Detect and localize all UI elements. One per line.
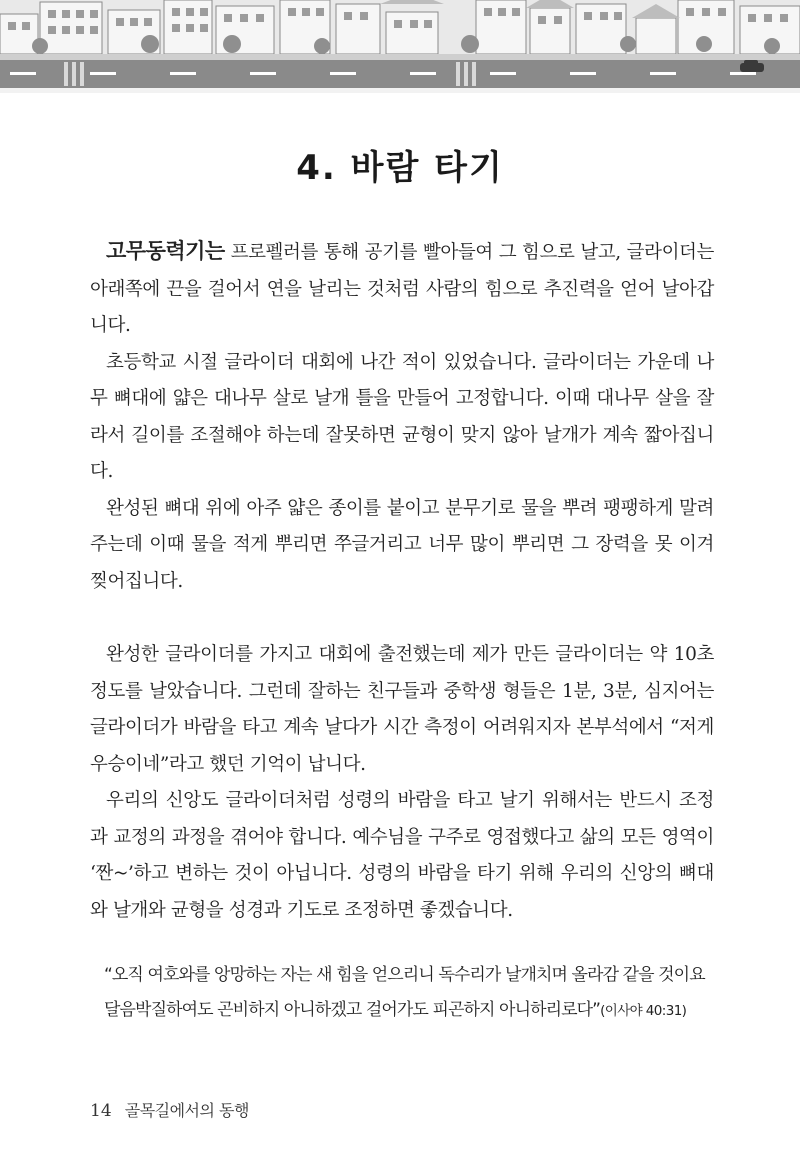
paragraph-text: 프로펠러를 통해 공기를 빨아들여 그 힘으로 날고, 글라이더는 아래쪽에 끈을 걸어서 연을 날리는 것처럼 사람의 힘으로 추진력을 얻어 날아갑니다. [90,242,714,336]
book-title: 골목길에서의 동행 [124,1101,249,1120]
page-footer [90,1098,249,1121]
header-town-illustration [0,0,800,93]
quote-text: “오직 여호와를 앙망하는 자는 새 힘을 얻으리니 독수리가 날개치며 올라감 같을 것이요 달음박질하여도 곤비하지 아니하겠고 걸어가도 피곤하지 아니하리로다” [104,965,705,1020]
article-body [90,233,714,929]
lead-term: 고무동력기는 [106,239,225,263]
paragraph: 초등학교 시절 글라이더 대회에 나간 적이 있었습니다. 글라이더는 가운데 나무 뼈대에 얇은 대나무 살로 날개 틀을 만들어 고정합니다. 이때 대나무 살을 잘라서 길이를 조절해야 하는데 잘못하면 균형이 맞지 않아 날개가 계속 짧아집니다. [90,351,714,482]
paragraph [90,233,714,345]
bible-quote [104,958,708,1029]
quote-reference: (이사야 40:31) [600,1003,687,1019]
paragraph: 완성된 뼈대 위에 아주 얇은 종이를 붙이고 분무기로 물을 뿌려 팽팽하게 말려주는데 이때 물을 적게 뿌리면 쭈글거리고 너무 많이 뿌리면 그 장력을 못 이겨 찢어집니다. [90,497,714,592]
chapter-title: 4. 바람 타기 [296,148,504,188]
paragraph: 우리의 신앙도 글라이더처럼 성령의 바람을 타고 날기 위해서는 반드시 조정과 교정의 과정을 겪어야 합니다. 예수님을 구주로 영접했다고 삶의 모든 영역이 ‘짠~’하고 변하는 것이 아닙니다. 성령의 바람을 타기 위해 우리의 신앙의 뼈대와 날개와 균형을 성경과 기도로 조정하면 좋겠습니다. [90,790,714,921]
paragraph: 완성한 글라이더를 가지고 대회에 출전했는데 제가 만든 글라이더는 약 10초 정도를 날았습니다. 그런데 잘하는 친구들과 중학생 형들은 1분, 3분, 심지어는 글라이더가 바람을 타고 계속 날다가 시간 측정이 어려워지자 본부석에서 “저게 우승이네”라고 했던 기억이 납니다. [90,644,714,775]
page-number: 14 [90,1101,112,1121]
